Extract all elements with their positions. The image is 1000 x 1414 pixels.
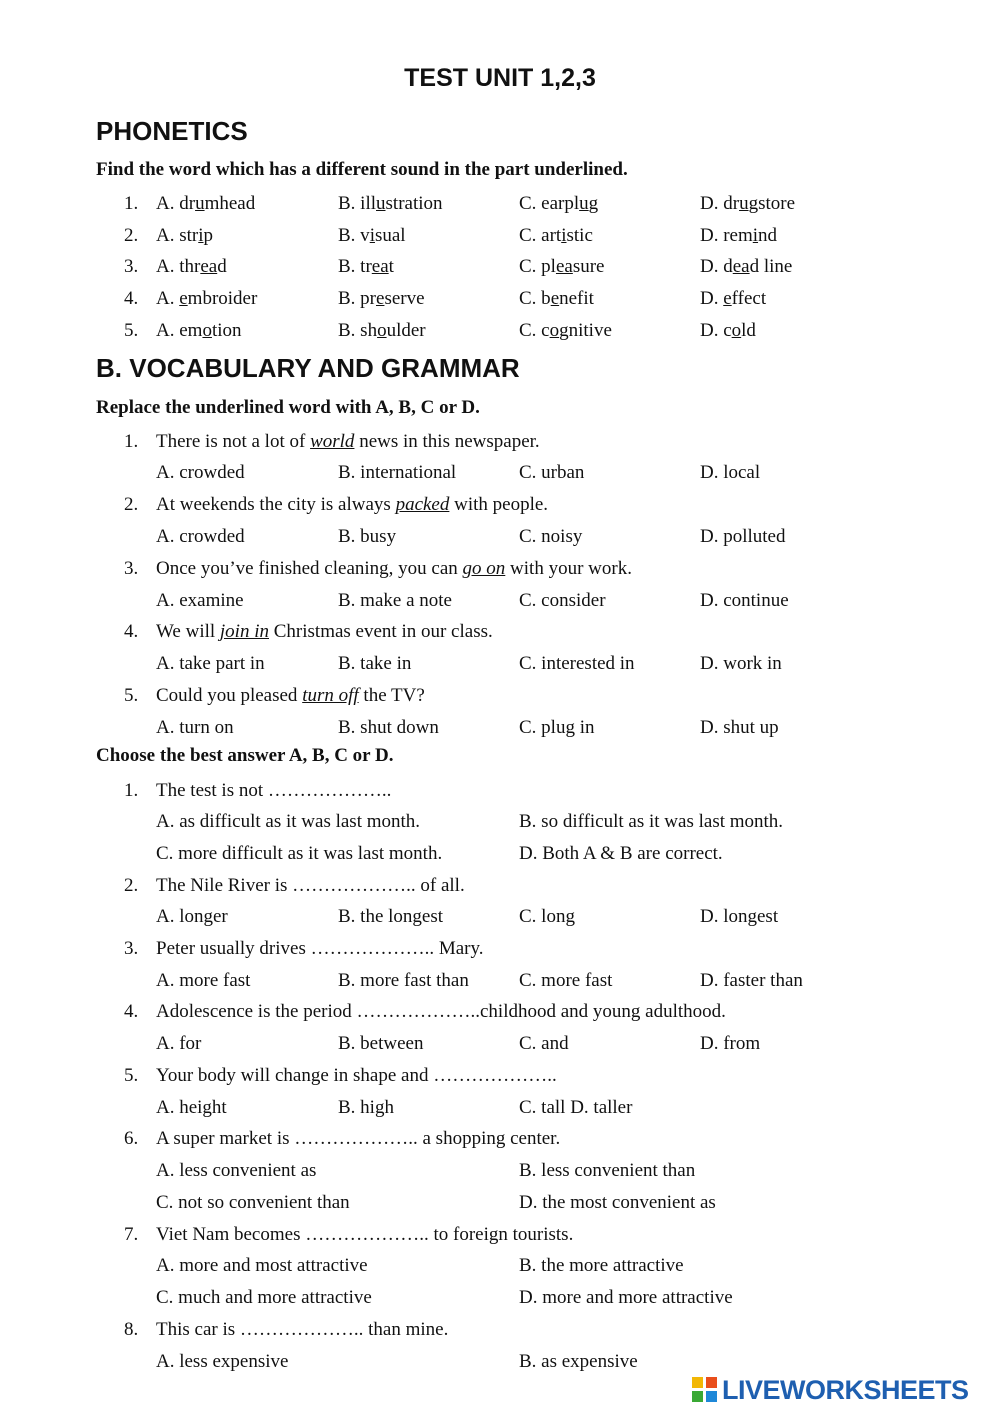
underlined-word: packed (395, 494, 450, 515)
answer-option (338, 285, 425, 313)
grammar-question (0, 935, 1000, 963)
answer-option (338, 253, 394, 281)
answer-row (0, 1252, 1000, 1280)
question-text (156, 491, 548, 519)
answer-option: B. busy (338, 526, 397, 547)
question-number: 2. (124, 875, 139, 896)
question-number: 3. (124, 558, 139, 579)
option-underlined: ea (555, 256, 573, 277)
option-underlined: o (377, 320, 387, 341)
answer-option (700, 190, 795, 218)
option-after: d line (749, 256, 793, 277)
answer-option: C. interested in (519, 653, 635, 674)
option-after: d (217, 256, 227, 277)
option-before: D. d (700, 256, 733, 277)
option-before: A. str (156, 225, 199, 246)
option-after: ld (741, 320, 756, 341)
answer-option (519, 222, 593, 250)
vocab-heading: B. VOCABULARY AND GRAMMAR (96, 353, 520, 383)
answer-option: B. high (338, 1097, 394, 1118)
question-number: 1. (124, 431, 139, 452)
grammar-question (0, 777, 1000, 805)
question-number: 1. (124, 193, 139, 214)
page-title: TEST UNIT 1,2,3 (404, 64, 596, 92)
option-underlined: o (202, 320, 212, 341)
question-text (156, 618, 493, 646)
vocab-question (0, 682, 1000, 710)
option-underlined: e (179, 288, 188, 309)
question-text (156, 555, 632, 583)
answer-option (156, 253, 227, 281)
answer-option: A. less convenient as (156, 1160, 317, 1181)
answer-option (700, 222, 777, 250)
answer-option: C. much and more attractive (156, 1287, 372, 1308)
answer-option: B. shut down (338, 717, 439, 738)
option-before: D. rem (700, 225, 753, 246)
question-number: 8. (124, 1319, 139, 1340)
question-text-before: At weekends the city is always (156, 494, 396, 515)
answer-option: D. Both A & B are correct. (519, 843, 723, 864)
grammar-question (0, 1316, 1000, 1344)
question-number: 2. (124, 225, 139, 246)
option-after: stic (566, 225, 593, 246)
option-after: t (388, 256, 394, 277)
option-underlined: u (739, 193, 749, 214)
answer-row (0, 1157, 1000, 1185)
phonetics-question (0, 222, 1000, 250)
question-number: 6. (124, 1128, 139, 1149)
question-text-after: news in this newspaper. (354, 431, 540, 452)
option-after: ulder (386, 320, 426, 341)
question-number: 1. (124, 780, 139, 801)
answer-option (338, 317, 426, 345)
option-before: A. em (156, 320, 203, 341)
vocab-question (0, 428, 1000, 456)
option-after: serve (384, 288, 425, 309)
answer-option: D. the most convenient as (519, 1192, 716, 1213)
answer-option: B. the longest (338, 906, 444, 927)
answer-option (519, 285, 594, 313)
question-text (156, 428, 540, 456)
option-before: C. pl (519, 256, 556, 277)
answer-option: C. more fast (519, 970, 613, 991)
answer-option: B. more fast than (338, 970, 469, 991)
answer-option: B. between (338, 1033, 424, 1054)
answer-option: C. noisy (519, 526, 583, 547)
option-after: mbroider (187, 288, 258, 309)
option-after: sure (572, 256, 605, 277)
answer-row (0, 903, 1000, 931)
phonetics-question (0, 285, 1000, 313)
phonetics-heading: PHONETICS (96, 116, 248, 146)
answer-option (338, 222, 406, 250)
grammar-question (0, 1062, 1000, 1090)
question-text-after: Christmas event in our class. (269, 621, 493, 642)
answer-option: C. and (519, 1033, 569, 1054)
option-underlined: u (195, 193, 205, 214)
option-after: gnitive (559, 320, 612, 341)
question-number: 4. (124, 621, 139, 642)
answer-option: C. not so convenient than (156, 1192, 350, 1213)
answer-option: A. more and most attractive (156, 1255, 368, 1276)
answer-option: A. longer (156, 906, 228, 927)
grammar-instruction: Choose the best answer A, B, C or D. (96, 745, 394, 766)
question-text-before: Could you pleased (156, 685, 303, 706)
option-before: D. (700, 288, 724, 309)
option-after: sual (374, 225, 406, 246)
answer-option: A. take part in (156, 653, 265, 674)
question-number: 5. (124, 320, 139, 341)
question-number: 3. (124, 256, 139, 277)
phonetics-question (0, 317, 1000, 345)
answer-option: B. international (338, 462, 457, 483)
option-before: B. v (338, 225, 370, 246)
answer-option: A. for (156, 1033, 202, 1054)
logo-text: LIVEWORKSHEETS (722, 1374, 969, 1405)
option-underlined: ea (371, 256, 389, 277)
question-text-before: Once you’ve finished cleaning, you can (156, 558, 463, 579)
question-number: 2. (124, 494, 139, 515)
option-after: nefit (559, 288, 594, 309)
answer-row (0, 650, 1000, 678)
option-underlined: ea (200, 256, 218, 277)
answer-option (700, 285, 766, 313)
answer-option: D. shut up (700, 717, 779, 738)
answer-row (0, 587, 1000, 615)
answer-option: C. plug in (519, 717, 595, 738)
vocab-question (0, 491, 1000, 519)
vocab-question (0, 555, 1000, 583)
vocab-instruction: Replace the underlined word with A, B, C or D. (96, 397, 480, 418)
answer-option: A. crowded (156, 462, 245, 483)
question-text: The test is not ……………….. (156, 780, 392, 801)
answer-option (519, 253, 604, 281)
option-underlined: ea (732, 256, 750, 277)
answer-row (0, 523, 1000, 551)
option-underlined: e (550, 288, 560, 309)
question-text-before: We will (156, 621, 220, 642)
answer-option: D. faster than (700, 970, 803, 991)
question-text-after: with people. (449, 494, 549, 515)
answer-row (0, 808, 1000, 836)
option-before: B. ill (338, 193, 377, 214)
option-underlined: i (561, 225, 567, 246)
answer-option: B. make a note (338, 590, 452, 611)
option-before: A. thr (156, 256, 201, 277)
option-before: C. c (519, 320, 550, 341)
option-underlined: e (723, 288, 732, 309)
question-text-after: with your work. (505, 558, 632, 579)
answer-option: C. urban (519, 462, 585, 483)
option-after: nd (758, 225, 778, 246)
option-underlined: e (376, 288, 385, 309)
answer-option: A. less expensive (156, 1351, 289, 1372)
answer-option: D. longest (700, 906, 779, 927)
answer-option: D. work in (700, 653, 782, 674)
answer-option: B. as expensive (519, 1351, 638, 1372)
answer-option: C. consider (519, 590, 606, 611)
question-number: 4. (124, 1001, 139, 1022)
answer-option (156, 317, 242, 345)
grammar-question (0, 1221, 1000, 1249)
liveworksheets-logo (692, 1374, 969, 1406)
question-text: Viet Nam becomes ……………….. to foreign tourists. (156, 1224, 574, 1245)
question-number: 3. (124, 938, 139, 959)
question-number: 5. (124, 685, 139, 706)
question-text: This car is ……………….. than mine. (156, 1319, 449, 1340)
option-before: B. sh (338, 320, 378, 341)
answer-option (519, 190, 598, 218)
option-after: mhead (204, 193, 256, 214)
answer-option: D. continue (700, 590, 789, 611)
question-text: Your body will change in shape and ……………….. (156, 1065, 557, 1086)
answer-option: A. as difficult as it was last month. (156, 811, 421, 832)
answer-option: A. crowded (156, 526, 245, 547)
underlined-word: turn off (302, 685, 359, 706)
answer-row (0, 714, 1000, 742)
option-before: D. dr (700, 193, 740, 214)
question-text: The Nile River is ……………….. of all. (156, 875, 465, 896)
option-before: B. pr (338, 288, 376, 309)
phonetics-question (0, 253, 1000, 281)
option-before: A. dr (156, 193, 196, 214)
option-after: p (203, 225, 214, 246)
option-after: gstore (748, 193, 795, 214)
answer-option: A. height (156, 1097, 227, 1118)
answer-option: C. tall D. taller (519, 1097, 633, 1118)
answer-option: B. take in (338, 653, 412, 674)
answer-option: B. so difficult as it was last month. (519, 811, 784, 832)
option-underlined: o (549, 320, 560, 341)
answer-option (519, 317, 612, 345)
answer-option: C. long (519, 906, 575, 927)
underlined-word: join in (219, 621, 269, 642)
answer-option: A. turn on (156, 717, 234, 738)
grammar-question (0, 1125, 1000, 1153)
question-number: 7. (124, 1224, 139, 1245)
answer-option: A. more fast (156, 970, 251, 991)
option-after: tion (211, 320, 242, 341)
answer-option: D. more and more attractive (519, 1287, 733, 1308)
grammar-question (0, 872, 1000, 900)
option-before: C. b (519, 288, 551, 309)
option-underlined: o (731, 320, 742, 341)
option-before: C. earpl (519, 193, 580, 214)
option-after: stration (385, 193, 443, 214)
answer-option: C. more difficult as it was last month. (156, 843, 443, 864)
option-underlined: u (579, 193, 589, 214)
question-number: 5. (124, 1065, 139, 1086)
phonetics-instruction: Find the word which has a different sound in the part underlined. (96, 159, 628, 180)
answer-option: A. examine (156, 590, 244, 611)
option-underlined: i (369, 225, 375, 246)
answer-option: D. from (700, 1033, 761, 1054)
option-before: A. (156, 288, 180, 309)
answer-option (700, 253, 792, 281)
answer-option (156, 190, 255, 218)
answer-row (0, 459, 1000, 487)
answer-option (156, 285, 257, 313)
option-before: B. tr (338, 256, 372, 277)
answer-option: B. the more attractive (519, 1255, 684, 1276)
underlined-word: world (310, 431, 355, 452)
question-text: A super market is ……………….. a shopping center. (156, 1128, 561, 1149)
answer-row (0, 1094, 1000, 1122)
answer-option (700, 317, 756, 345)
option-underlined: i (752, 225, 759, 246)
answer-option: B. less convenient than (519, 1160, 696, 1181)
question-text: Peter usually drives ……………….. Mary. (156, 938, 484, 959)
answer-row (0, 1030, 1000, 1058)
answer-row (0, 1284, 1000, 1312)
answer-option (338, 190, 443, 218)
option-before: C. art (519, 225, 562, 246)
answer-option: D. local (700, 462, 761, 483)
answer-row (0, 967, 1000, 995)
option-underlined: u (376, 193, 386, 214)
answer-row (0, 840, 1000, 868)
answer-row (0, 1189, 1000, 1217)
question-text (156, 682, 425, 710)
phonetics-question (0, 190, 1000, 218)
answer-row (0, 1348, 1000, 1376)
liveworksheets-logo-icon (692, 1377, 718, 1403)
option-after: ffect (731, 288, 767, 309)
option-underlined: i (198, 225, 204, 246)
question-number: 4. (124, 288, 139, 309)
vocab-question (0, 618, 1000, 646)
answer-option: D. polluted (700, 526, 786, 547)
question-text-after: the TV? (358, 685, 425, 706)
option-after: g (588, 193, 599, 214)
option-before: D. c (700, 320, 732, 341)
question-text-before: There is not a lot of (156, 431, 311, 452)
question-text: Adolescence is the period ………………..childhood and young adulthood. (156, 1001, 726, 1022)
underlined-word: go on (462, 558, 506, 579)
grammar-question (0, 998, 1000, 1026)
answer-option (156, 222, 213, 250)
